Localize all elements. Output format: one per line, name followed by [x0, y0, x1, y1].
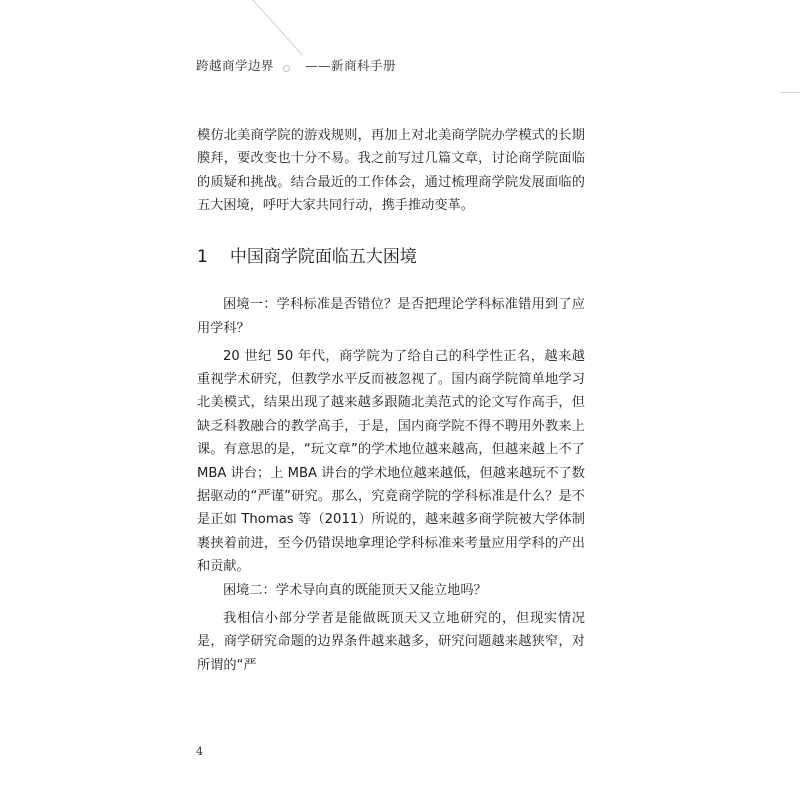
dilemma-two-heading: 困境二：学术导向真的既能顶天又能立地吗？	[223, 582, 487, 598]
decorative-corner-mark	[780, 92, 800, 93]
decorative-circle-icon	[283, 65, 290, 72]
intro-paragraph: 模仿北美商学院的游戏规则，再加上对北美商学院办学模式的长期膜拜，要改变也十分不易。我之前写过几篇文章，讨论商学院面临的质疑和挑战。结合最近的工作体会，通过梳理商学院发展面临的五大困境，呼吁大家共同行动，携手推动变革。	[197, 128, 585, 214]
dilemma-one-heading: 困境一：学科标准是否错位？是否把理论学科标准错用到了应用学科？	[197, 296, 585, 336]
book-title: 跨越商学边界	[196, 58, 275, 73]
page-number: 4	[196, 745, 203, 758]
dilemma-two-body: 我相信小部分学者是能做既顶天又立地研究的，但现实情况是，商学研究命题的边界条件越来越多，研究问题越来越狭窄，对所谓的“严	[197, 610, 585, 673]
section-heading	[197, 242, 585, 267]
page-body	[197, 124, 585, 677]
book-subtitle: ——新商科手册	[305, 58, 397, 73]
section-number: 1	[197, 246, 208, 267]
decorative-diagonal-line	[247, 0, 303, 56]
running-header	[196, 56, 397, 74]
section-title: 中国商学院面临五大困境	[229, 246, 417, 267]
dilemma-one-body: 20 世纪 50 年代，商学院为了给自己的科学性正名，越来越重视学术研究，但教学水平反而被忽视了。国内商学院简单地学习北美模式，结果出现了越来越多跟随北美范式的论文写作高手，但缺乏科教融合的教学高手，于是，国内商学院不得不聘用外教来上课。有意思的是，“玩文章”的学术地位越来越高，但越来越上不了 MBA 讲台；上 MBA 讲台的学术地位越来越低，但越来越玩不了数据驱动的“严谨”研究。那么，究竟商学院的学科标准是什么？是不是正如 Thomas 等（2011）所说的，越来越多商学院被大学体制裹挟着前进，至今仍错误地拿理论学科标准来考量应用学科的产出和贡献。	[197, 348, 585, 575]
